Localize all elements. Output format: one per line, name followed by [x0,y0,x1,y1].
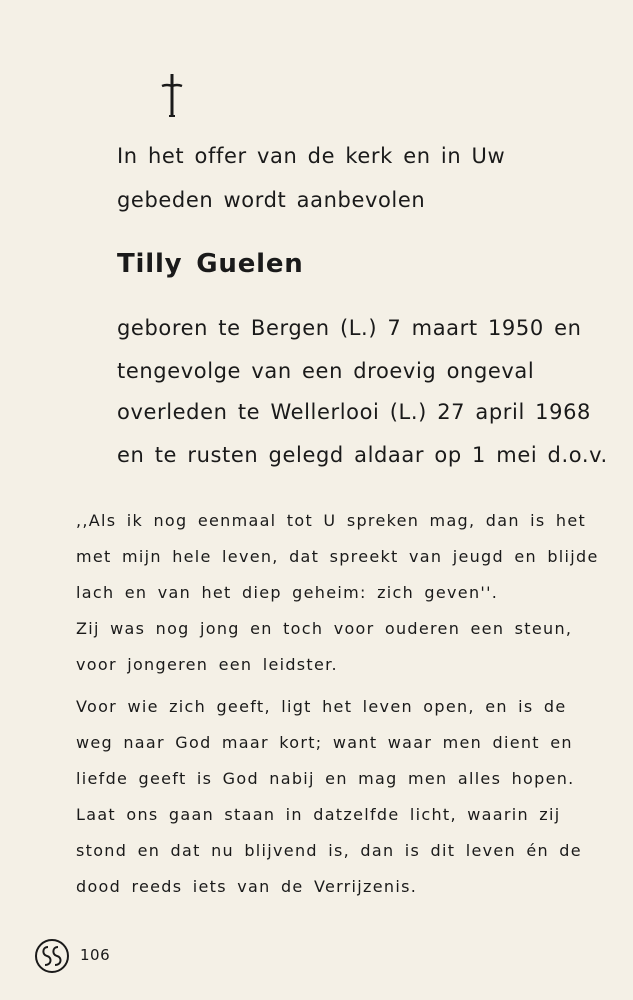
detail-line-3: overleden te Wellerlooi (L.) 27 april 1968 [117,400,592,424]
cross-icon [158,72,186,118]
paragraph-line-4: Laat ons gaan staan in datzelfde licht, waarin zij [76,805,561,824]
quote-line-5: voor jongeren een leidster. [76,655,338,674]
publisher-logo-icon [34,938,70,974]
quote-line-1: ,,Als ik nog eenmaal tot U spreken mag, dan is het [76,511,587,530]
heading-line-2: gebeden wordt aanbevolen [117,188,426,212]
quote-line-4: Zij was nog jong en toch voor ouderen een steun, [76,619,573,638]
detail-line-2: tengevolge van een droevig ongeval [117,359,535,383]
page-number: 106 [80,946,111,964]
quote-line-2: met mijn hele leven, dat spreekt van jeugd en blijde [76,547,599,566]
detail-line-4: en te rusten gelegd aldaar op 1 mei d.o.v. [117,443,608,467]
paragraph-line-6: dood reeds iets van de Verrijzenis. [76,877,418,896]
quote-line-3: lach en van het diep geheim: zich geven''. [76,583,499,602]
heading-line-1: In het offer van de kerk en in Uw [117,144,506,168]
paragraph-line-3: liefde geeft is God nabij en mag men alles hopen. [76,769,575,788]
paragraph-line-1: Voor wie zich geeft, ligt het leven open, en is de [76,697,567,716]
deceased-name: Tilly Guelen [117,249,304,279]
paragraph-line-2: weg naar God maar kort; want waar men dient en [76,733,573,752]
detail-line-1: geboren te Bergen (L.) 7 maart 1950 en [117,316,582,340]
paragraph-line-5: stond en dat nu blijvend is, dan is dit leven én de [76,841,582,860]
